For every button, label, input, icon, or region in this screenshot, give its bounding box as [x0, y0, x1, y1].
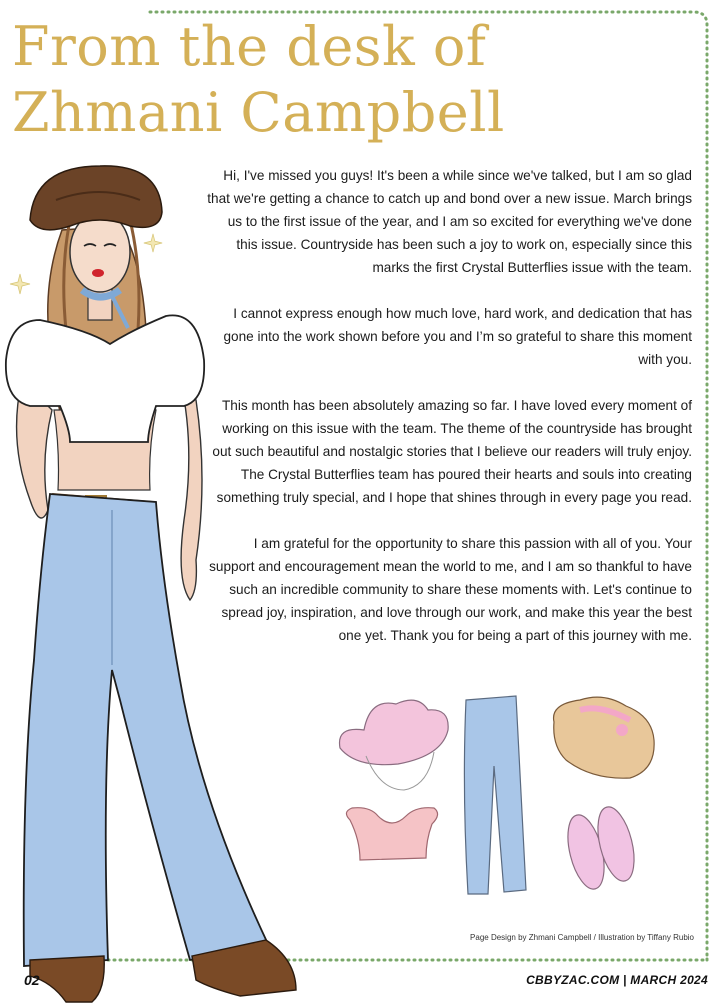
straw-hat-icon — [554, 697, 655, 778]
letter-paragraph: This month has been absolutely amazing so far. I have loved every moment of working on this issue with the team. The theme of the countryside has brought out such beautiful and nostalgic stories that I believe our readers will truly enjoy. The Crystal Butterflies team has poured their hearts and souls into creating something truly special, and I hope that shines through in every page you read. — [212, 398, 692, 505]
ballet-flats-icon — [561, 803, 640, 892]
page-number: 02 — [24, 972, 40, 988]
letter-paragraph: Hi, I've missed you guys! It's been a while since we've talked, but I am so glad that we're getting a chance to catch up and bond over a new issue. March brings us to the first issue of the year, and I am so excited for everything we've done this issue. Countryside has been such a joy to work on, especially since this marks the first Crystal Butterflies issue with the team. — [207, 168, 692, 275]
page-title — [12, 14, 505, 146]
jeans-icon — [464, 696, 526, 894]
pink-cowboy-hat-icon — [340, 700, 449, 790]
clothing-items-illustration — [330, 690, 710, 930]
title-line-1: From the desk of — [12, 15, 487, 78]
title-line-2: Zhmani Campbell — [12, 81, 505, 144]
letter-paragraph: I am grateful for the opportunity to share this passion with all of you. Your support and encouragement mean the world to me, and I am so thankful to have such an incredible community to share these moments with. Let's continue to spread joy, inspiration, and love through our work, and make this year the best one yet. Thank you for being a part of this journey with me. — [209, 536, 692, 643]
letter-paragraph: I cannot express enough how much love, hard work, and dedication that has gone into the work shown before you and I’m so grateful to share this moment with you. — [223, 306, 692, 367]
illustration-credit: Page Design by Zhmani Campbell / Illustration by Tiffany Rubio — [470, 933, 694, 942]
footer-site-and-date: CBBYZAC.COM | MARCH 2024 — [526, 973, 708, 987]
letter-body — [206, 164, 692, 670]
pink-crop-top-icon — [346, 808, 437, 860]
